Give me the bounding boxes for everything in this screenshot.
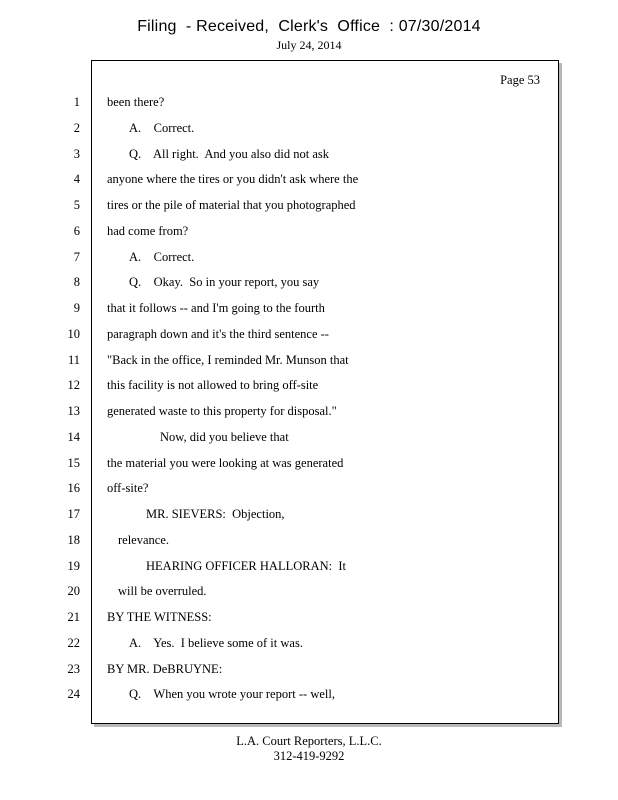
line-number: 1	[73, 95, 80, 109]
page-number: Page 53	[500, 73, 540, 87]
transcript-line: "Back in the office, I reminded Mr. Munson that	[107, 352, 349, 367]
transcript-line: the material you were looking at was generated	[107, 455, 344, 470]
transcript-line: tires or the pile of material that you photographed	[107, 198, 356, 212]
line-number: 18	[67, 532, 80, 547]
transcript-line: Now, did you believe that	[160, 429, 289, 444]
line-number: 4	[73, 172, 80, 187]
transcript-line: A. Correct.	[129, 249, 195, 264]
line-number: 5	[73, 198, 80, 212]
transcript-line: Q. When you wrote your report -- well,	[129, 687, 335, 702]
line-number: 3	[73, 146, 80, 161]
line-number: 15	[67, 455, 80, 470]
transcript-line: A. Yes. I believe some of it was.	[129, 635, 303, 650]
line-number: 8	[73, 275, 80, 290]
line-number: 7	[73, 249, 80, 264]
transcript-line: MR. SIEVERS: Objection,	[146, 507, 285, 521]
transcript-line: that it follows -- and I'm going to the fourth	[107, 301, 325, 315]
transcript-line: this facility is not allowed to bring off-site	[107, 378, 319, 393]
transcript-line: A. Correct.	[129, 120, 195, 135]
transcript-line: Q. Okay. So in your report, you say	[129, 275, 320, 290]
line-number: 11	[67, 352, 80, 367]
line-number: 12	[67, 378, 80, 393]
transcript-line: paragraph down and it's the third sentence --	[107, 326, 329, 341]
line-number: 17	[67, 507, 80, 521]
line-number: 19	[67, 558, 80, 573]
transcript-line: Q. All right. And you also did not ask	[129, 146, 329, 161]
footer-company: L.A. Court Reporters, L.L.C.	[236, 734, 382, 748]
transcript-line: anyone where the tires or you didn't ask where the	[107, 172, 359, 187]
line-number: 10	[67, 326, 80, 341]
transcript-line: been there?	[107, 95, 165, 109]
transcript-line: had come from?	[107, 223, 189, 238]
filing-header: Filing - Received, Clerk's Office : 07/30/2014	[137, 18, 481, 35]
transcript-line: BY THE WITNESS:	[107, 610, 212, 624]
line-number: 24	[67, 687, 80, 702]
filing-date: July 24, 2014	[276, 38, 342, 52]
line-number: 6	[73, 223, 80, 238]
line-number: 9	[73, 301, 80, 315]
transcript-line: relevance.	[118, 532, 170, 547]
line-number: 23	[67, 661, 80, 676]
line-number: 13	[67, 404, 80, 418]
transcript-line: HEARING OFFICER HALLORAN: It	[146, 558, 346, 573]
line-number: 16	[67, 481, 80, 496]
line-number: 2	[73, 120, 80, 135]
line-number: 21	[67, 610, 80, 624]
line-number: 20	[67, 584, 80, 599]
transcript-line: generated waste to this property for disposal."	[107, 404, 337, 418]
line-number: 22	[67, 635, 80, 650]
transcript-line: BY MR. DeBRUYNE:	[107, 661, 223, 676]
transcript-line: off-site?	[107, 481, 149, 496]
transcript-line: will be overruled.	[118, 584, 207, 599]
footer-phone: 312-419-9292	[273, 749, 345, 763]
line-number: 14	[67, 429, 80, 444]
